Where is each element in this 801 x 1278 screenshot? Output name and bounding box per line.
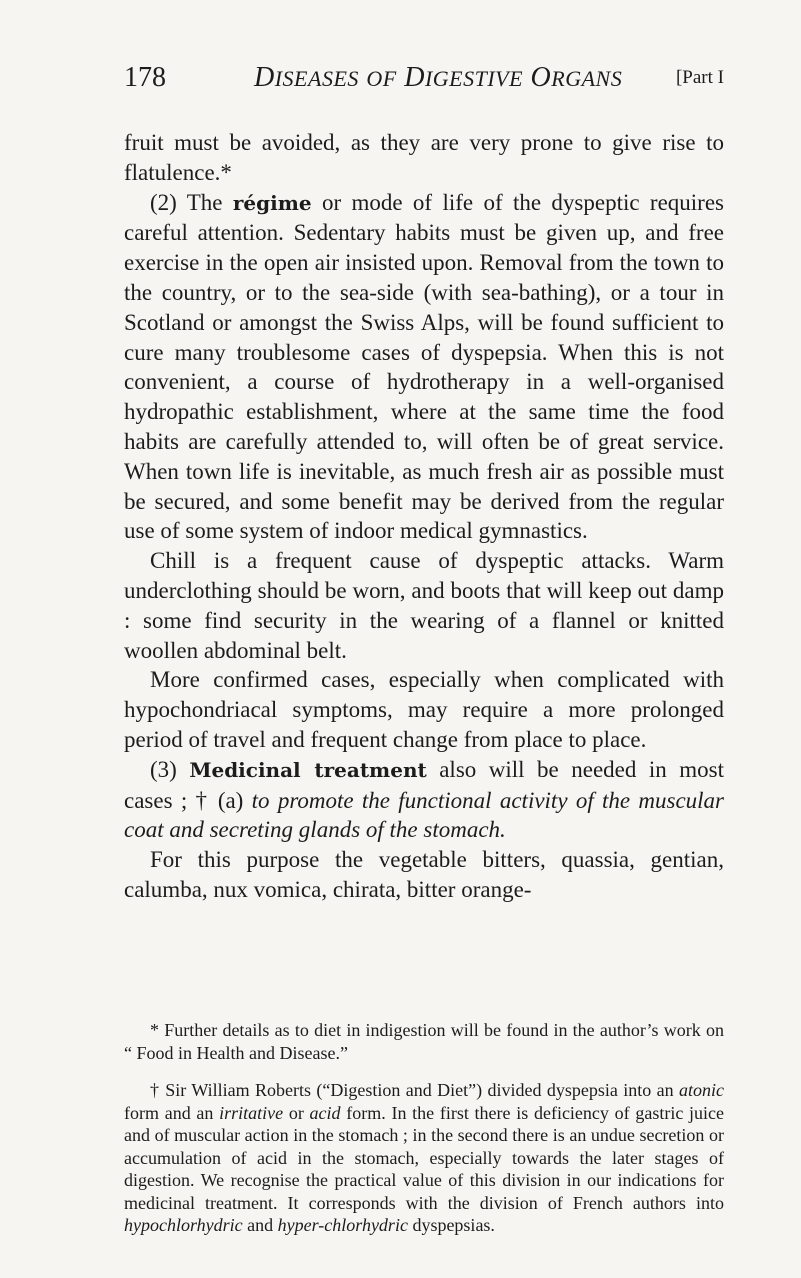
running-title: DISEASES OF DIGESTIVE ORGANS — [254, 62, 623, 93]
paragraph-medicinal: (3) Medicinal treatment also will be needed in most cases ; † (a) to promote the functional activity of the muscular coat and secreting glands of the stomach. — [124, 756, 724, 843]
footnotes — [124, 1019, 724, 1237]
paragraph-fruit: fruit must be avoided, as they are very prone to give rise to flatulence.* — [124, 130, 724, 185]
main-text — [124, 128, 724, 905]
paragraph-chill: Chill is a frequent cause of dyspeptic attacks. Warm underclothing should be worn, and boots that will keep out damp : some find security in the wearing of a flannel or knitted woollen abdominal belt. — [124, 548, 724, 663]
paragraph-regime: (2) The régime or mode of life of the dyspeptic requires careful attention. Sedentary habits must be given up, and free exercise in the open air insisted upon. Removal from the town to the country, or to the sea-side (with sea-bathing), or a tour in Scotland or amongst the Swiss Alps, will be found sufficient to cure many troublesome cases of dyspepsia. When this is not convenient, a course of hydrotherapy in a well-organised hydropathic establishment, where at the same time the food habits are carefully attended to, will often be of great service. When town life is inevitable, as much fresh air as possible must be secured, and some benefit may be derived from the regular use of some system of indoor medical gymnastics. — [124, 189, 724, 544]
paragraph-confirmed-cases: More confirmed cases, especially when complicated with hypochondriacal symptoms, may require a more prolonged period of travel and frequent change from place to place. — [124, 667, 724, 752]
part-label: [Part I — [675, 67, 724, 88]
footnote-roberts: † Sir William Roberts (“Digestion and Diet”) divided dyspepsia into an atonic form and an irritative or acid form. In the first there is deficiency of gastric juice and of muscular action in the stomach ; in the second there is an undue secretion or accumulation of acid in the stomach, especially towards the later stages of digestion. We recognise the practical value of this division in our indications for medicinal treatment. It corresponds with the division of French authors into hypochlorhydric and hyper-chlorhydric dyspepsias. — [124, 1080, 725, 1235]
page-number: 178 — [124, 62, 166, 93]
paragraph-bitters: For this purpose the vegetable bitters, quassia, gentian, calumba, nux vomica, chirata, bitter orange- — [124, 847, 724, 902]
regime-heading: régime — [232, 190, 312, 215]
footnote-diet: * Further details as to diet in indigestion will be found in the author’s work on “ Food in Health and Disease.” — [124, 1020, 724, 1063]
running-header — [124, 58, 724, 98]
medicinal-treatment-heading: Medicinal treatment — [189, 757, 427, 782]
